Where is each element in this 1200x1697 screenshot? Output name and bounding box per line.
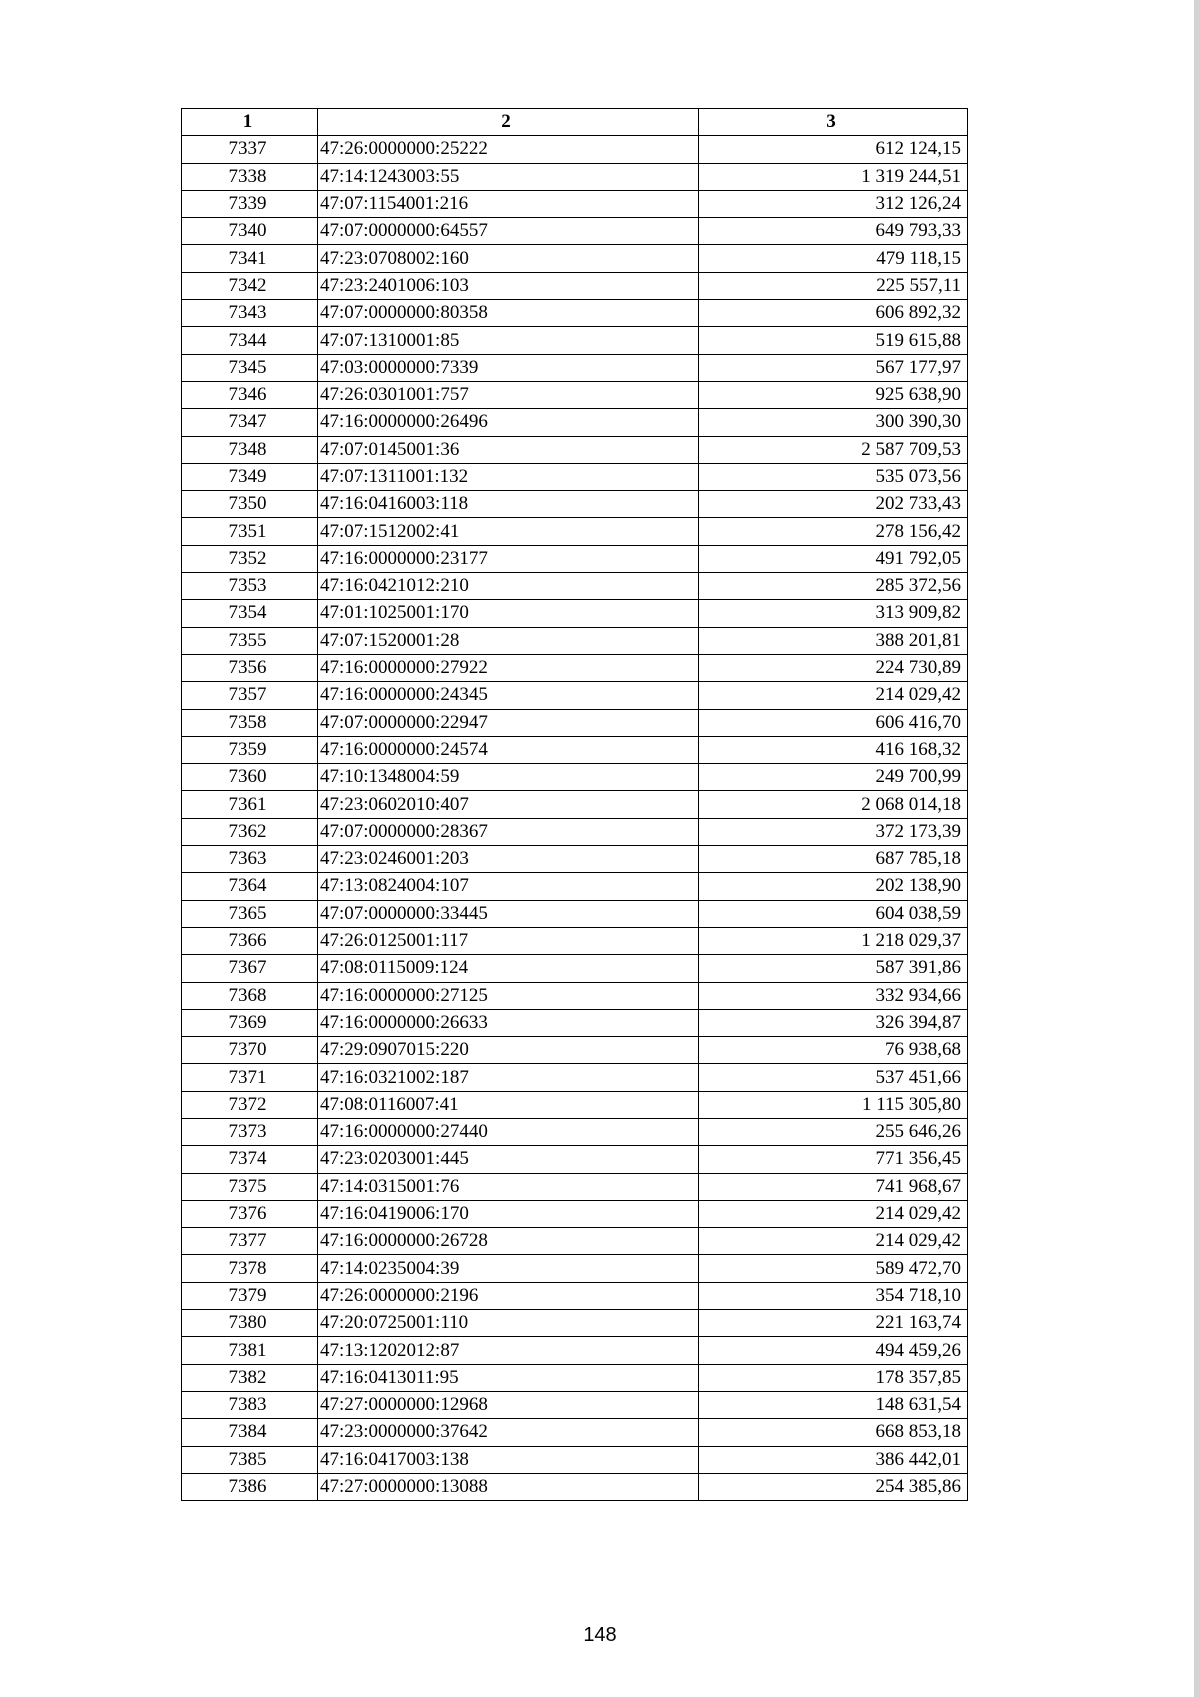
table-row <box>182 873 968 900</box>
row-number-cell: 7347 <box>182 409 318 436</box>
cadastral-number-cell: 47:23:0708002:160 <box>318 245 699 272</box>
row-number-cell: 7357 <box>182 682 318 709</box>
value-cell: 479 118,15 <box>699 245 968 272</box>
table-row <box>182 436 968 463</box>
cadastral-number-cell: 47:01:1025001:170 <box>318 600 699 627</box>
value-cell: 416 168,32 <box>699 736 968 763</box>
table-row <box>182 381 968 408</box>
row-number-cell: 7358 <box>182 709 318 736</box>
value-cell: 2 068 014,18 <box>699 791 968 818</box>
row-number-cell: 7378 <box>182 1255 318 1282</box>
data-table <box>181 108 968 1501</box>
row-number-cell: 7363 <box>182 846 318 873</box>
cadastral-number-cell: 47:16:0000000:24345 <box>318 682 699 709</box>
value-cell: 326 394,87 <box>699 1009 968 1036</box>
table-body <box>182 136 968 1501</box>
cadastral-number-cell: 47:23:0203001:445 <box>318 1146 699 1173</box>
row-number-cell: 7350 <box>182 491 318 518</box>
table-row <box>182 1091 968 1118</box>
value-cell: 494 459,26 <box>699 1337 968 1364</box>
row-number-cell: 7342 <box>182 272 318 299</box>
value-cell: 567 177,97 <box>699 354 968 381</box>
row-number-cell: 7380 <box>182 1310 318 1337</box>
table-row <box>182 600 968 627</box>
cadastral-number-cell: 47:26:0000000:2196 <box>318 1282 699 1309</box>
cadastral-number-cell: 47:07:1310001:85 <box>318 327 699 354</box>
table-row <box>182 1391 968 1418</box>
cadastral-number-cell: 47:07:1512002:41 <box>318 518 699 545</box>
table-row <box>182 982 968 1009</box>
row-number-cell: 7364 <box>182 873 318 900</box>
value-cell: 604 038,59 <box>699 900 968 927</box>
row-number-cell: 7384 <box>182 1419 318 1446</box>
table-row <box>182 927 968 954</box>
cadastral-number-cell: 47:26:0000000:25222 <box>318 136 699 163</box>
value-cell: 354 718,10 <box>699 1282 968 1309</box>
table-row <box>182 1310 968 1337</box>
column-header-1: 1 <box>182 109 318 136</box>
table-row <box>182 1228 968 1255</box>
row-number-cell: 7352 <box>182 545 318 572</box>
row-number-cell: 7368 <box>182 982 318 1009</box>
cadastral-number-cell: 47:07:0000000:64557 <box>318 218 699 245</box>
table-row <box>182 682 968 709</box>
table-row <box>182 354 968 381</box>
cadastral-number-cell: 47:23:0000000:37642 <box>318 1419 699 1446</box>
value-cell: 178 357,85 <box>699 1364 968 1391</box>
value-cell: 313 909,82 <box>699 600 968 627</box>
cadastral-number-cell: 47:16:0000000:26728 <box>318 1228 699 1255</box>
table-row <box>182 1364 968 1391</box>
value-cell: 1 319 244,51 <box>699 163 968 190</box>
value-cell: 148 631,54 <box>699 1391 968 1418</box>
cadastral-number-cell: 47:16:0416003:118 <box>318 491 699 518</box>
cadastral-number-cell: 47:27:0000000:12968 <box>318 1391 699 1418</box>
cadastral-number-cell: 47:13:0824004:107 <box>318 873 699 900</box>
table-row <box>182 163 968 190</box>
cadastral-number-cell: 47:23:0246001:203 <box>318 846 699 873</box>
cadastral-number-cell: 47:07:1520001:28 <box>318 627 699 654</box>
table-row <box>182 218 968 245</box>
row-number-cell: 7343 <box>182 300 318 327</box>
cadastral-number-cell: 47:16:0000000:26633 <box>318 1009 699 1036</box>
column-header-2: 2 <box>318 109 699 136</box>
value-cell: 587 391,86 <box>699 955 968 982</box>
table-row <box>182 1419 968 1446</box>
value-cell: 214 029,42 <box>699 1200 968 1227</box>
row-number-cell: 7346 <box>182 381 318 408</box>
table-row <box>182 1146 968 1173</box>
table-row <box>182 1064 968 1091</box>
value-cell: 649 793,33 <box>699 218 968 245</box>
row-number-cell: 7356 <box>182 654 318 681</box>
row-number-cell: 7339 <box>182 190 318 217</box>
cadastral-number-cell: 47:14:0315001:76 <box>318 1173 699 1200</box>
value-cell: 332 934,66 <box>699 982 968 1009</box>
row-number-cell: 7366 <box>182 927 318 954</box>
table-row <box>182 545 968 572</box>
cadastral-number-cell: 47:14:0235004:39 <box>318 1255 699 1282</box>
value-cell: 537 451,66 <box>699 1064 968 1091</box>
column-header-3: 3 <box>699 109 968 136</box>
cadastral-number-cell: 47:16:0000000:24574 <box>318 736 699 763</box>
row-number-cell: 7351 <box>182 518 318 545</box>
value-cell: 519 615,88 <box>699 327 968 354</box>
value-cell: 388 201,81 <box>699 627 968 654</box>
cadastral-number-cell: 47:16:0413011:95 <box>318 1364 699 1391</box>
value-cell: 386 442,01 <box>699 1446 968 1473</box>
row-number-cell: 7355 <box>182 627 318 654</box>
row-number-cell: 7381 <box>182 1337 318 1364</box>
value-cell: 606 416,70 <box>699 709 968 736</box>
table-row <box>182 955 968 982</box>
table-row <box>182 136 968 163</box>
value-cell: 925 638,90 <box>699 381 968 408</box>
value-cell: 285 372,56 <box>699 573 968 600</box>
cadastral-number-cell: 47:27:0000000:13088 <box>318 1473 699 1500</box>
row-number-cell: 7386 <box>182 1473 318 1500</box>
cadastral-number-cell: 47:08:0115009:124 <box>318 955 699 982</box>
cadastral-number-cell: 47:14:1243003:55 <box>318 163 699 190</box>
cadastral-number-cell: 47:07:0145001:36 <box>318 436 699 463</box>
cadastral-number-cell: 47:16:0000000:23177 <box>318 545 699 572</box>
cadastral-number-cell: 47:07:1154001:216 <box>318 190 699 217</box>
value-cell: 1 115 305,80 <box>699 1091 968 1118</box>
table-row <box>182 1009 968 1036</box>
cadastral-number-cell: 47:08:0116007:41 <box>318 1091 699 1118</box>
cadastral-number-cell: 47:16:0000000:27922 <box>318 654 699 681</box>
table-row <box>182 190 968 217</box>
value-cell: 214 029,42 <box>699 1228 968 1255</box>
table-row <box>182 300 968 327</box>
table-row <box>182 1118 968 1145</box>
value-cell: 278 156,42 <box>699 518 968 545</box>
value-cell: 221 163,74 <box>699 1310 968 1337</box>
value-cell: 687 785,18 <box>699 846 968 873</box>
cadastral-number-cell: 47:07:0000000:22947 <box>318 709 699 736</box>
value-cell: 254 385,86 <box>699 1473 968 1500</box>
table-row <box>182 573 968 600</box>
cadastral-number-cell: 47:16:0417003:138 <box>318 1446 699 1473</box>
table-row <box>182 1255 968 1282</box>
cadastral-number-cell: 47:07:1311001:132 <box>318 463 699 490</box>
row-number-cell: 7369 <box>182 1009 318 1036</box>
value-cell: 214 029,42 <box>699 682 968 709</box>
cadastral-number-cell: 47:16:0421012:210 <box>318 573 699 600</box>
value-cell: 225 557,11 <box>699 272 968 299</box>
value-cell: 255 646,26 <box>699 1118 968 1145</box>
row-number-cell: 7349 <box>182 463 318 490</box>
table-row <box>182 818 968 845</box>
value-cell: 2 587 709,53 <box>699 436 968 463</box>
cadastral-number-cell: 47:23:2401006:103 <box>318 272 699 299</box>
row-number-cell: 7345 <box>182 354 318 381</box>
row-number-cell: 7385 <box>182 1446 318 1473</box>
row-number-cell: 7365 <box>182 900 318 927</box>
table-row <box>182 1446 968 1473</box>
row-number-cell: 7367 <box>182 955 318 982</box>
row-number-cell: 7348 <box>182 436 318 463</box>
table-row <box>182 791 968 818</box>
cadastral-number-cell: 47:20:0725001:110 <box>318 1310 699 1337</box>
cadastral-number-cell: 47:03:0000000:7339 <box>318 354 699 381</box>
row-number-cell: 7382 <box>182 1364 318 1391</box>
value-cell: 312 126,24 <box>699 190 968 217</box>
cadastral-number-cell: 47:16:0321002:187 <box>318 1064 699 1091</box>
table-row <box>182 463 968 490</box>
cadastral-number-cell: 47:07:0000000:33445 <box>318 900 699 927</box>
cadastral-number-cell: 47:26:0301001:757 <box>318 381 699 408</box>
value-cell: 612 124,15 <box>699 136 968 163</box>
value-cell: 741 968,67 <box>699 1173 968 1200</box>
row-number-cell: 7373 <box>182 1118 318 1145</box>
table-row <box>182 709 968 736</box>
value-cell: 202 733,43 <box>699 491 968 518</box>
table-row <box>182 245 968 272</box>
value-cell: 606 892,32 <box>699 300 968 327</box>
row-number-cell: 7341 <box>182 245 318 272</box>
row-number-cell: 7379 <box>182 1282 318 1309</box>
cadastral-number-cell: 47:16:0000000:27125 <box>318 982 699 1009</box>
cadastral-number-cell: 47:16:0419006:170 <box>318 1200 699 1227</box>
row-number-cell: 7354 <box>182 600 318 627</box>
value-cell: 1 218 029,37 <box>699 927 968 954</box>
table-row <box>182 1037 968 1064</box>
cadastral-number-cell: 47:16:0000000:27440 <box>318 1118 699 1145</box>
value-cell: 249 700,99 <box>699 764 968 791</box>
table-row <box>182 1473 968 1500</box>
row-number-cell: 7370 <box>182 1037 318 1064</box>
row-number-cell: 7353 <box>182 573 318 600</box>
cadastral-number-cell: 47:07:0000000:28367 <box>318 818 699 845</box>
row-number-cell: 7359 <box>182 736 318 763</box>
table-row <box>182 654 968 681</box>
row-number-cell: 7360 <box>182 764 318 791</box>
cadastral-number-cell: 47:26:0125001:117 <box>318 927 699 954</box>
cadastral-number-cell: 47:23:0602010:407 <box>318 791 699 818</box>
table-row <box>182 764 968 791</box>
value-cell: 491 792,05 <box>699 545 968 572</box>
table-row <box>182 518 968 545</box>
page-number: 148 <box>583 1624 617 1646</box>
value-cell: 76 938,68 <box>699 1037 968 1064</box>
table-row <box>182 1282 968 1309</box>
row-number-cell: 7362 <box>182 818 318 845</box>
table-row <box>182 1337 968 1364</box>
cadastral-number-cell: 47:16:0000000:26496 <box>318 409 699 436</box>
value-cell: 589 472,70 <box>699 1255 968 1282</box>
table-row <box>182 327 968 354</box>
table-row <box>182 491 968 518</box>
table-header-row <box>182 109 968 136</box>
table-row <box>182 627 968 654</box>
value-cell: 300 390,30 <box>699 409 968 436</box>
table-row <box>182 1173 968 1200</box>
table-row <box>182 900 968 927</box>
row-number-cell: 7377 <box>182 1228 318 1255</box>
table-row <box>182 409 968 436</box>
row-number-cell: 7383 <box>182 1391 318 1418</box>
value-cell: 224 730,89 <box>699 654 968 681</box>
cadastral-number-cell: 47:10:1348004:59 <box>318 764 699 791</box>
table-row <box>182 272 968 299</box>
table-row <box>182 1200 968 1227</box>
value-cell: 202 138,90 <box>699 873 968 900</box>
cadastral-number-cell: 47:13:1202012:87 <box>318 1337 699 1364</box>
table-row <box>182 736 968 763</box>
row-number-cell: 7361 <box>182 791 318 818</box>
row-number-cell: 7372 <box>182 1091 318 1118</box>
cadastral-number-cell: 47:07:0000000:80358 <box>318 300 699 327</box>
row-number-cell: 7376 <box>182 1200 318 1227</box>
row-number-cell: 7344 <box>182 327 318 354</box>
row-number-cell: 7371 <box>182 1064 318 1091</box>
row-number-cell: 7374 <box>182 1146 318 1173</box>
row-number-cell: 7340 <box>182 218 318 245</box>
value-cell: 372 173,39 <box>699 818 968 845</box>
page-edge <box>1194 0 1200 1697</box>
value-cell: 668 853,18 <box>699 1419 968 1446</box>
value-cell: 771 356,45 <box>699 1146 968 1173</box>
table-row <box>182 846 968 873</box>
value-cell: 535 073,56 <box>699 463 968 490</box>
cadastral-number-cell: 47:29:0907015:220 <box>318 1037 699 1064</box>
row-number-cell: 7337 <box>182 136 318 163</box>
row-number-cell: 7338 <box>182 163 318 190</box>
row-number-cell: 7375 <box>182 1173 318 1200</box>
